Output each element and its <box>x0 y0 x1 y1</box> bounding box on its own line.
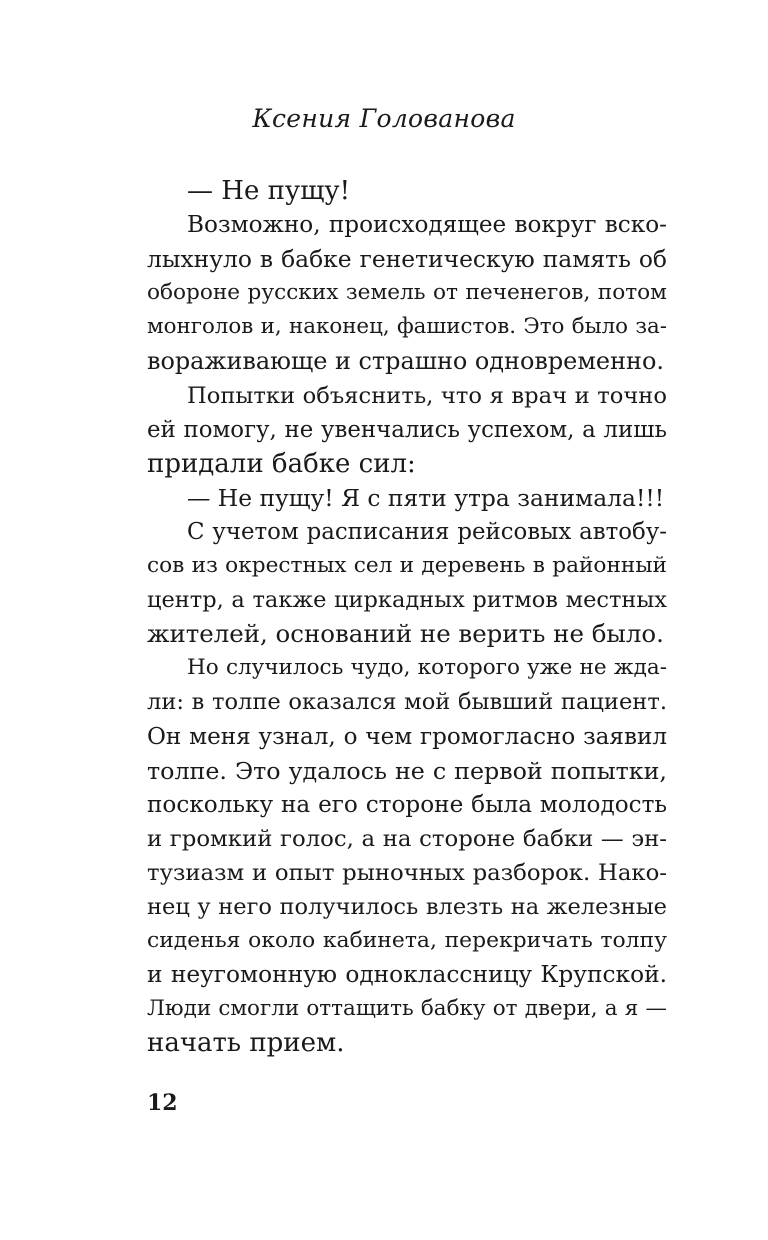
text-line: монголов и, наконец, фашистов. Это было за- <box>147 314 667 340</box>
text-line: Но случилось чудо, которого уже не жда- <box>187 655 667 681</box>
text-line: обороне русских земель от печенегов, потом <box>147 280 667 306</box>
text-line: Люди смогли оттащить бабку от двери, а я — <box>147 996 667 1022</box>
text-line: ей помогу, не увенчались успехом, а лишь <box>147 416 667 443</box>
text-line: начать прием. <box>147 1028 345 1059</box>
text-line: поскольку на его стороне была молодость <box>147 791 667 818</box>
text-line: жителей, оснований не верить не было. <box>147 619 664 649</box>
body-text <box>147 174 667 1060</box>
text-line: нец у него получилось влезть на железные <box>147 893 667 920</box>
text-line: придали бабке сил: <box>147 448 416 479</box>
text-line: Попытки объяснить, что я врач и точно <box>187 382 667 409</box>
text-line: Он меня узнал, о чем громогласно заявил <box>147 723 667 750</box>
text-line: Возможно, происходящее вокруг вско- <box>187 212 667 239</box>
running-head-author: Ксения Голованова <box>252 104 516 133</box>
page-number: 12 <box>147 1090 178 1116</box>
text-line: С учетом расписания рейсовых автобу- <box>187 518 667 545</box>
text-line: сиденья около кабинета, перекричать толпу <box>147 928 667 954</box>
text-line: лыхнуло в бабке генетическую память об <box>147 245 667 274</box>
text-line: центр, а также циркадных ритмов местных <box>147 587 667 614</box>
text-line: ли: в толпе оказался мой бывший пациент. <box>147 689 667 716</box>
text-line: сов из окрестных сел и деревень в районный <box>147 553 667 579</box>
text-line: — Не пущу! Я с пяти утра занимала!!! <box>187 483 665 512</box>
text-line: — Не пущу! <box>187 176 351 206</box>
text-line: тузиазм и опыт рыночных разборок. Нако- <box>147 859 667 886</box>
text-line: вораживающе и страшно одновременно. <box>147 347 664 376</box>
text-line: и громкий голос, а на стороне бабки — эн- <box>147 825 667 852</box>
text-line: и неугомонную одноклассницу Крупской. <box>147 961 667 989</box>
text-line: толпе. Это удалось не с первой попытки, <box>147 756 667 785</box>
